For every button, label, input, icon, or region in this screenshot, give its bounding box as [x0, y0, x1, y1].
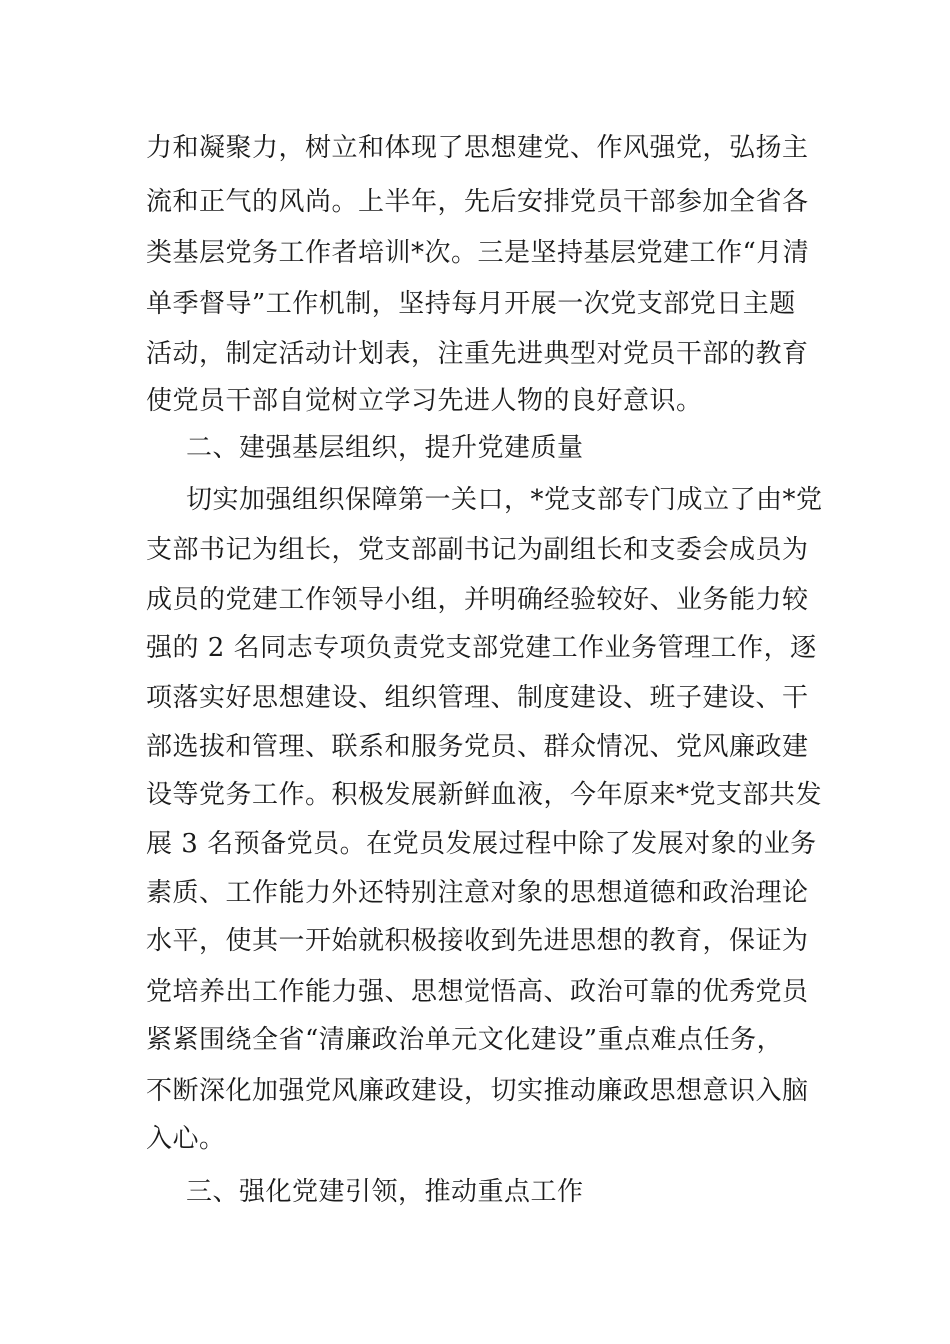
- section-heading: 三、强化党建引领，推动重点工作: [186, 1177, 584, 1207]
- text-line: 设等党务工作。积极发展新鲜血液，今年原来*党支部共发: [146, 780, 823, 810]
- text-line: 项落实好思想建设、组织管理、制度建设、班子建设、干: [146, 683, 809, 713]
- text-line: 类基层党务工作者培训*次。三是坚持基层党建工作“月清: [146, 238, 810, 268]
- text-line: 展 3 名预备党员。在党员发展过程中除了发展对象的业务: [146, 829, 817, 859]
- text-line: 使党员干部自觉树立学习先进人物的良好意识。: [146, 386, 703, 416]
- section-heading: 二、建强基层组织，提升党建质量: [186, 433, 584, 463]
- text-line: 不断深化加强党风廉政建设，切实推动廉政思想意识入脑: [146, 1076, 809, 1106]
- text-line: 素质、工作能力外还特别注意对象的思想道德和政治理论: [146, 878, 809, 908]
- text-line: 党培养出工作能力强、思想觉悟高、政治可靠的优秀党员: [146, 977, 809, 1007]
- text-line: 成员的党建工作领导小组，并明确经验较好、业务能力较: [146, 585, 809, 615]
- text-line: 入心。: [146, 1124, 226, 1154]
- text-line: 单季督导”工作机制，坚持每月开展一次党支部党日主题: [146, 289, 796, 319]
- text-line: 水平，使其一开始就积极接收到先进思想的教育，保证为: [146, 926, 809, 956]
- text-line: 力和凝聚力，树立和体现了思想建党、作风强党，弘扬主: [146, 133, 809, 163]
- text-line: 切实加强组织保障第一关口，*党支部专门成立了由*党: [186, 485, 823, 515]
- text-line: 流和正气的风尚。上半年，先后安排党员干部参加全省各: [146, 187, 809, 217]
- text-line: 强的 2 名同志专项负责党支部党建工作业务管理工作，逐: [146, 633, 817, 663]
- text-line: 部选拔和管理、联系和服务党员、群众情况、党风廉政建: [146, 732, 809, 762]
- text-line: 紧紧围绕全省“清廉政治单元文化建设”重点难点任务，: [146, 1025, 784, 1055]
- text-line: 活动，制定活动计划表，注重先进典型对党员干部的教育: [146, 339, 809, 369]
- text-line: 支部书记为组长，党支部副书记为副组长和支委会成员为: [146, 535, 809, 565]
